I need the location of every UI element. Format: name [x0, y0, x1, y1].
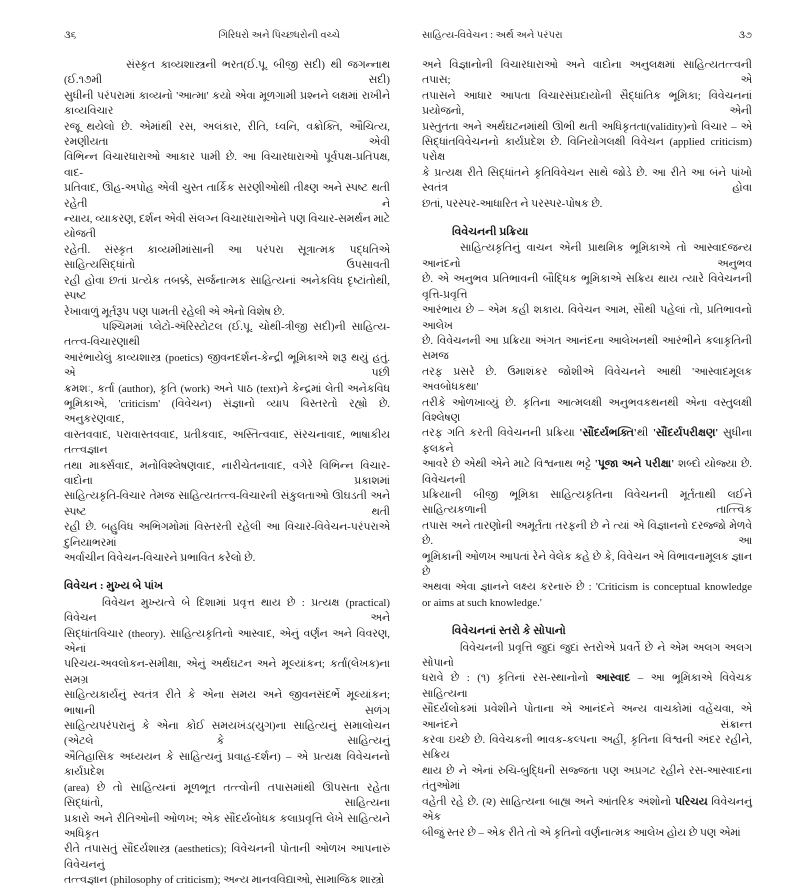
- text-line: પ્રતિવાદ, ઊહ-અપોહ એવી ચુસ્ત તાર્કિક સરણીઓથી તીક્ષ્ણ અને સ્પષ્ટ થતી રહેતી ને: [64, 182, 390, 210]
- text-line: અર્વાચીન વિવેચન-વિચારને પ્રભાવિત કરેલો છે.: [64, 552, 256, 564]
- text-line: કરવા ઇચ્છે છે. વિવેચકની ભાવક-કલ્પના અહીં, કૃતિના વિશ્વની અંદર રહીને, સક્રિય: [422, 734, 752, 762]
- right-page: [422, 30, 752, 841]
- text-line: ભૂમિકાની ઓળખ આપતાં રેને વેલેક કહે છે કે, વિવેચન એ વિભાવનામૂલક જ્ઞાન છે: [422, 550, 752, 578]
- text-line: તરફ ગતિ કરતી વિવેચનની પ્રક્રિયા 'સૌંદર્યભક્તિ'થી 'સૌંદર્યપરીક્ષણ' સુધીના ફલકને: [422, 427, 753, 455]
- right-running-title: સાહિત્ય-વિવેચન : અર્થ અને પરંપરા: [422, 30, 563, 41]
- left-page-body: [64, 58, 390, 889]
- text-line: ન્યાય, વ્યાકરણ, દર્શન એવી સંલગ્ન વિચારધારાઓને પણ વિચાર-સમર્થન માટે યોજતી: [64, 213, 390, 241]
- text-line: બીજું સ્તર છે – એક રીતે તો એ કૃતિનો વર્ણનાત્મક આલેખ હોય છે પણ એમાં: [422, 826, 741, 839]
- text-line: સાહિત્યકાર્યનું સ્વતંત્ર રીતે કે એના સમય અને જીવનસંદર્ભે મૂલ્યાંકન; ભાષાની સળંગ: [64, 689, 390, 717]
- text-line: ઐતિહાસિક અધ્યયન કે સાહિત્યનું પ્રવાહ-દર્શન) – એ પ્રત્યક્ષ વિવેચનનો કાર્યપ્રદેશ: [64, 750, 390, 779]
- text-line: રેખાવાળું મૂર્તરૂપ પણ પામતી રહેલી એ એનો વિશેષ છે.: [64, 305, 285, 318]
- text-line: વિભિન્ન વિચારધારાઓ આકાર પામી છે. આ વિચારધારાઓ પૂર્વપક્ષ-પ્રતિપક્ષ, વાદ-: [64, 151, 390, 179]
- text-line: or aims at such knowledge.': [422, 596, 542, 609]
- left-running-title: ગિરિધરો અને પિચ્છધરોની વચ્ચે: [218, 30, 340, 41]
- text-line: છે. વિવેચનની આ પ્રક્રિયા અંગત આનંદના આલેખનથી આરંભીને કલાકૃતિની સમજ: [422, 334, 752, 363]
- text-line: સિદ્ધાંતવિચાર (theory). સાહિત્યકૃતિનો આસ્વાદ, એનું વર્ણન અને વિવરણ, એનાં: [64, 627, 390, 656]
- right-page-header: [422, 30, 752, 44]
- text-line: (area) છે તો સાહિત્યનાં મૂળભૂત તત્ત્વોની તપાસમાંથી ઊપસતા રહેતા સિદ્ધાંતો, સાહિત્યના: [64, 781, 390, 810]
- text-line: તપાસ અને તારણોની અમૂર્તતા તરફની છે ને ત્યાં એ વિજ્ઞાનનો દરજ્જો મેળવે છે. આ: [422, 519, 752, 548]
- text-line: રજૂ થયેલો છે. એમાંથી રસ, અલંકાર, રીતિ, ધ્વનિ, વક્રોક્તિ, ઔચિત્ય, રમણીયતા એવી: [64, 120, 390, 149]
- text-line: છતાં, પરસ્પર-આધારિત ને પરસ્પર-પોષક છે.: [422, 197, 603, 210]
- text-line: સાહિત્યકૃતિ-વિચાર તેમજ સાહિત્યતત્ત્વ-વિચારની સંકુલતાઓ ઊઘડતી અને સ્પષ્ટ થતી: [64, 490, 390, 518]
- text-line: આરંભાયેલું કાવ્યશાસ્ત્ર (poetics) જીવનદર્શન-કેન્દ્રી ભૂમિકાએ શરૂ થયું હતું. એ પછી: [64, 351, 390, 380]
- section-heading: વિવેચનની પ્રક્રિયા: [452, 226, 529, 239]
- text-line: પ્રક્રિયાની બીજી ભૂમિકા સાહિત્યકૃતિના વિવેચનની મૂર્તતાથી લઈને સાહિત્યકળાની તાત્ત્વિક: [422, 488, 752, 517]
- text-line: તરફ પ્રસરે છે. ઉમાશંકર જોશીએ વિવેચનને આથી 'આસ્વાદમૂલક અવબોધકથા': [422, 365, 752, 394]
- text-line: ધરાવે છે : (૧) કૃતિનાં રસ-સ્થાનોનો આસ્વાદ – આ ભૂમિકાએ વિવેચક સાહિત્યના: [422, 672, 752, 700]
- text-line: સંસ્કૃત કાવ્યશાસ્ત્રની ભરત(ઈ.પૂ. બીજી સદી) થી જગન્નાથ (ઈ.૧૭મી સદી): [64, 59, 390, 87]
- text-line: તથા માર્ક્સવાદ, મનોવિશ્લેષણવાદ, નારીચેતનાવાદ, વગેરે વિભિન્ન વિચાર-વાદોના પ્રકાશમાં: [64, 459, 390, 487]
- text-line: થાય છે ને એનાં રુચિ-બુદ્ધિની સજ્જતા પણ અપ્રગટ રહીને રસ-આસ્વાદના તંતુઓમાં: [422, 764, 752, 793]
- text-line: વહેતી રહે છે. (૨) સાહિત્યના બાહ્ય અને આંતરિક અંશોનો પરિચય વિવેચનનું એક: [422, 795, 752, 824]
- right-page-number: ૩૭: [738, 30, 752, 41]
- text-line: પશ્ચિમમાં પ્લેટો-ઍરિસ્ટોટલ (ઈ.પૂ. ચોથી-ત્રીજી સદી)ની સાહિત્ય-તત્ત્વ-વિચારણાથી: [64, 320, 390, 349]
- text-line: પરિચય-અવલોકન-સમીક્ષા, એનું અર્થઘટન અને મૂલ્યાંકન; કર્તા(લેખક)ના સમગ્ર: [64, 658, 390, 686]
- text-line: આરંભાય છે – એમ કહી શકાય. વિવેચન આમ, સૌથી પહેલાં તો, પ્રતિભાવનો આલેખ: [422, 304, 752, 332]
- text-line: સૌંદર્યલોકમાં પ્રવેશીને પોતાના એ આનંદને અન્ય વાચકોમાં વહેંચવા, એ આનંદને સંક્રાન્ત: [422, 703, 752, 731]
- text-line: રીતે તપાસતું સૌંદર્યશાસ્ત્ર (aesthetics); વિવેચનની પોતાની ઓળખ આપનારું વિવેચનનું: [64, 843, 390, 871]
- text-line: વિવેચનની પ્રવૃત્તિ જુદાં જુદાં સ્તરોએ પ્રવર્તે છે ને એમ અલગ અલગ સોપાનો: [422, 641, 752, 670]
- section-heading: વિવેચન : મુખ્ય બે પાંખ: [64, 580, 164, 593]
- text-line: વિવેચન મુખ્યત્વે બે દિશામાં પ્રવૃત્ત થાય છે : પ્રત્યક્ષ (practical) વિવેચન અને: [64, 596, 390, 625]
- section-heading: વિવેચનનાં સ્તરો કે સોપાનો: [452, 625, 566, 638]
- text-line: પ્રસ્તુતતા અને અર્થઘટનમાંથી ઊભી થતી અધિકૃતતા(validity)નો વિચાર – એ: [422, 120, 752, 133]
- text-line: સાહિત્યકૃતિનું વાચન એની પ્રાથમિક ભૂમિકાએ તો આસ્વાદજન્ય આનંદનો અનુભવ: [422, 242, 752, 270]
- text-line: રહી હોવા છતાં પ્રત્યેક તબક્કે, સર્જનાત્મક સાહિત્યનાં અનેકવિધ દૃષ્ટાંતોથી, સ્પષ્ટ: [64, 274, 390, 303]
- left-page-number: ૩૬: [64, 30, 77, 41]
- left-page: [64, 30, 390, 889]
- text-line: તપાસને આધાર આપતા વિચારસંપ્રદાયોની સૈદ્ધાંતિક ભૂમિકા; વિવેચનનાં પ્રયોજનો, એની: [422, 89, 752, 118]
- text-line: વાસ્તવવાદ, પરાવાસ્તવવાદ, પ્રતીકવાદ, અસ્તિત્વવાદ, સંરચનાવાદ, ભાષાકીય તત્ત્વજ્ઞાન: [64, 428, 390, 457]
- text-line: ભૂમિકાએ, 'criticism' (વિવેચન) સંજ્ઞાનો વ્યાપ વિસ્તરતો રહ્યો છે. અનુકરણવાદ,: [64, 397, 390, 426]
- text-line: સાહિત્યપરંપરાનું કે એના કોઈ સમયખંડ(યુગ)ના સાહિત્યનું સમાલોચન (એટલે કે સાહિત્યનું: [64, 720, 390, 748]
- text-line: તત્ત્વજ્ઞાન (philosophy of criticism); અન્ય માનવવિદ્યાઓ, સામાજિક શાસ્ત્રો: [64, 874, 385, 887]
- text-line: તરીકે ઓળખાવ્યું છે. કૃતિના આત્મલક્ષી અનુભવકથનથી એના વસ્તુલક્ષી વિશ્લેષણ: [422, 396, 752, 424]
- text-line: રહી છે. બહુવિધ અભિગમોમાં વિસ્તરતી રહેલી આ વિચાર-વિવેચન-પરંપરાએ દુનિયાભરમાં: [64, 521, 390, 549]
- text-line: અને વિજ્ઞાનોની વિચારધારાઓ અને વાદોના અનુલક્ષમાં સાહિત્યતત્ત્વની તપાસ; એ: [422, 59, 752, 87]
- text-line: ક્રમશઃ, કર્તા (author), કૃતિ (work) અને પાઠ (text)ને કેન્દ્રમાં લેતી અનેકવિધ: [64, 382, 390, 395]
- left-page-header: [64, 30, 390, 44]
- text-line: આવરે છે એથી એને માટે વિશ્વનાથ ભટ્ટે 'પૂજા અને પરીક્ષા' શબ્દો યોજ્યા છે. વિવેચનની: [422, 458, 752, 486]
- text-line: રહેતી. સંસ્કૃત કાવ્યમીમાંસાની આ પરંપરા સૂત્રાત્મક પદ્ધતિએ સાહિત્યસિદ્ધાંતો ઉપસાવતી: [64, 243, 390, 272]
- text-line: પ્રકારો અને રીતિઓની ઓળખ; એક સૌંદર્યબોધક કલાપ્રવૃત્તિ લેખે સાહિત્યને અધિકૃત: [64, 812, 390, 840]
- text-line: સિદ્ધાંતવિવેચનનો કાર્યપ્રદેશ છે. વિનિયોગલક્ષી વિવેચન (applied criticism) પરોક્ષ: [422, 136, 752, 164]
- text-line: સુધીની પરંપરામાં કાવ્યનો 'આત્મા' કયો એવા મૂળગામી પ્રશ્નને લક્ષમાં રાખીને કાવ્યવિચાર: [64, 89, 390, 118]
- right-page-body: [422, 58, 752, 841]
- text-line: છે. એ અનુભવ પ્રતિભાવની બૌદ્ધિક ભૂમિકાએ સક્રિય થાય ત્યારે વિવેચનની વૃત્તિ-પ્રવૃત્તિ: [422, 273, 752, 301]
- text-line: કે પ્રત્યક્ષ રીતે સિદ્ધાંતને કૃતિવિવેચન સાથે જોડે છે. આ રીતે આ બંને પાંખો સ્વતંત્ર હોવા: [422, 166, 752, 195]
- text-line: અથવા એવા જ્ઞાનને લક્ષ્ય કરનારું છે : 'Criticism is conceptual knowledge: [422, 581, 752, 594]
